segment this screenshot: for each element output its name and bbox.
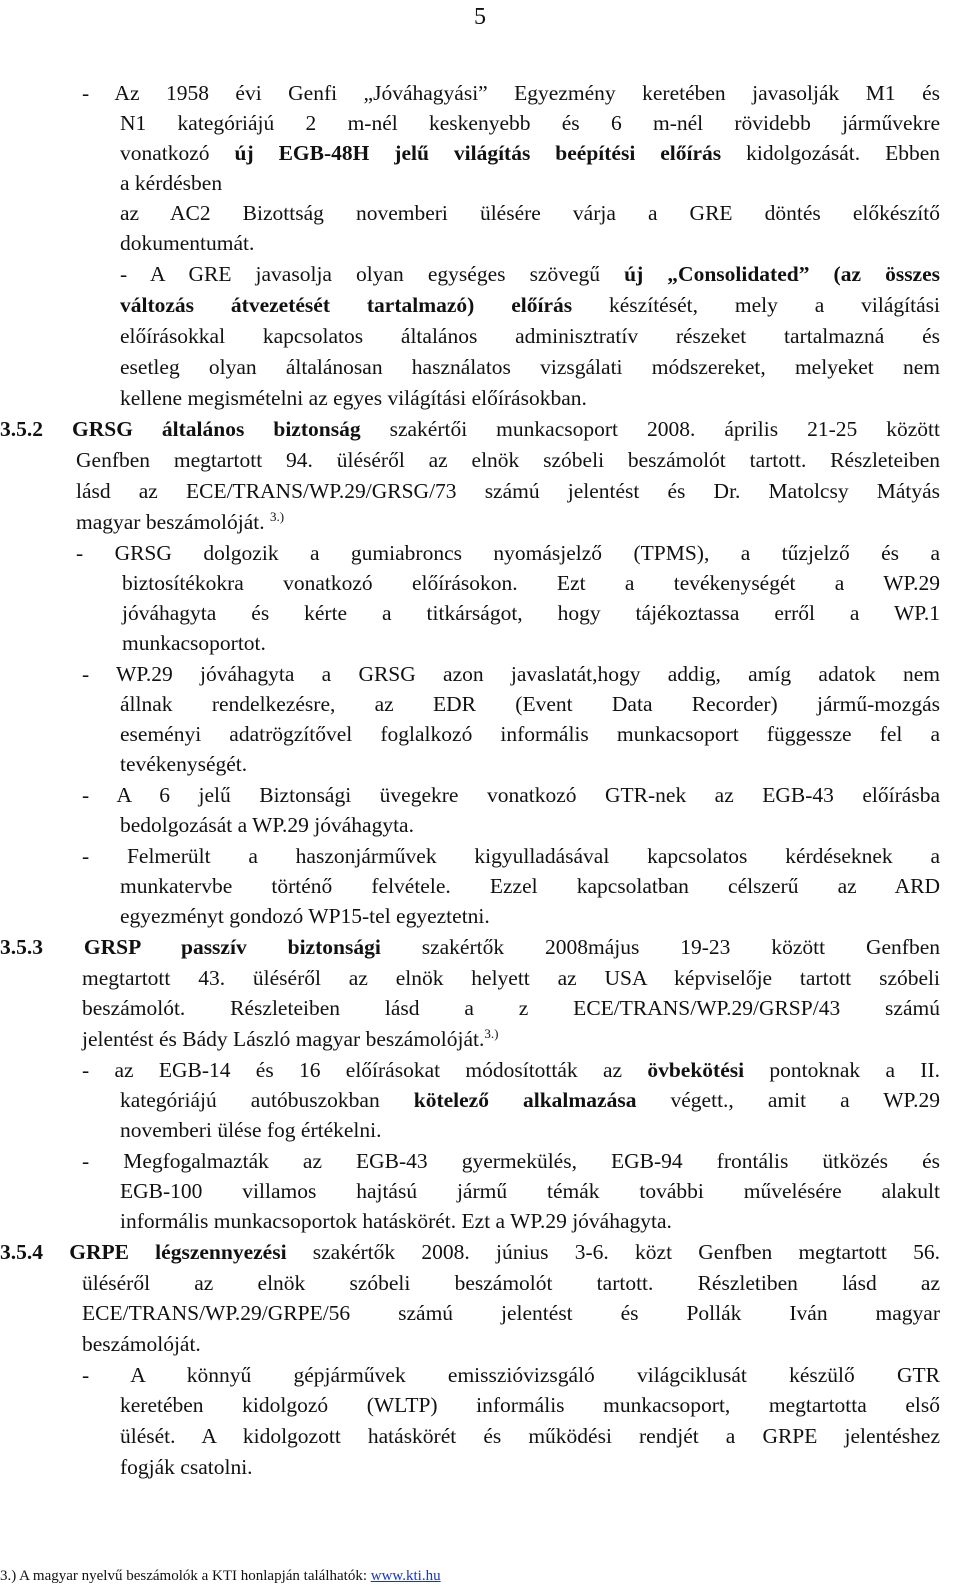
text-span: dokumentumát. <box>120 231 255 255</box>
text-line <box>120 198 940 228</box>
text-span: beszámolóját. <box>82 1332 201 1356</box>
text-line <box>120 1206 940 1236</box>
text-span <box>43 935 84 959</box>
text-span: az AC2 Bizottság novemberi ülésére várja a GRE döntés előkészítő <box>120 201 940 225</box>
text-span: bedolgozását a WP.29 jóváhagyta. <box>120 813 414 837</box>
text-line <box>76 538 940 568</box>
text-span: esetleg olyan általánosan használatos vizsgálati módszereket, melyeket nem <box>120 355 940 379</box>
footnote-link[interactable]: www.kti.hu <box>370 1568 441 1584</box>
footnote <box>0 1566 441 1586</box>
text-span: - WP.29 jóváhagyta a GRSG azon javaslatát,hogy addig, amíg adatok nem <box>82 662 940 686</box>
text-span: eseményi adatrögzítővel foglalkozó informális munkacsoport függessze fel a <box>120 722 940 746</box>
text-line <box>82 963 940 993</box>
text-line <box>120 719 940 749</box>
text-span: - A GRE javasolja olyan egységes szövegű <box>120 262 625 286</box>
text-line <box>120 290 940 320</box>
bold-text: kötelező alkalmazása <box>413 1088 637 1112</box>
text-line <box>120 228 940 258</box>
text-line <box>76 445 940 475</box>
text-span: keretében kidolgozó (WLTP) informális munkacsoport, megtartotta első <box>120 1393 940 1417</box>
text-span: biztosítékokra vonatkozó előírásokon. Ezt a tevékenységét a WP.29 <box>122 571 940 595</box>
text-line <box>82 659 940 689</box>
bold-text: 3.5.2 <box>0 417 43 441</box>
bold-text: övbekötési <box>647 1058 745 1082</box>
bold-text: GRSG általános biztonság <box>72 417 361 441</box>
text-span: jóváhagyta és kérte a titkárságot, hogy tájékoztassa erről a WP.1 <box>122 601 940 625</box>
text-span: lásd az ECE/TRANS/WP.29/GRSG/73 számú jelentést és Dr. Matolcsy Mátyás <box>76 479 940 503</box>
text-span: - GRSG dolgozik a gumiabroncs nyomásjelző (TPMS), a tűzjelző és a <box>76 541 940 565</box>
text-span: pontoknak a II. <box>744 1058 940 1082</box>
text-span: állnak rendelkezésre, az EDR (Event Data Recorder) jármű-mozgás <box>120 692 940 716</box>
text-line <box>120 352 940 382</box>
text-line <box>0 932 940 962</box>
text-line <box>122 598 940 628</box>
text-line <box>120 689 940 719</box>
text-line <box>120 321 940 351</box>
text-span: szakértők 2008. június 3-6. közt Genfben megtartott 56. <box>286 1240 940 1264</box>
text-span: - az EGB-14 és 16 előírásokat módosították az <box>82 1058 648 1082</box>
text-span: kellene megismételni az egyes világítási előírásokban. <box>120 386 587 410</box>
text-line <box>120 1390 940 1420</box>
text-span: üléséről az elnök szóbeli beszámolót tartott. Részletiben lásd az <box>82 1271 940 1295</box>
text-span: magyar beszámolóját. <box>76 510 271 534</box>
text-line <box>120 810 940 840</box>
text-line <box>82 1268 940 1298</box>
text-span: Genfben megtartott 94. üléséről az elnök szóbeli beszámolót tartott. Részleteiben <box>76 448 940 472</box>
text-span: - A 6 jelű Biztonsági üvegekre vonatkozó GTR-nek az EGB-43 előírásba <box>82 783 940 807</box>
text-line <box>0 1237 940 1267</box>
bold-text: új „Consolidated” (az összes <box>624 262 941 286</box>
text-span: készítését, mely a világítási <box>572 293 940 317</box>
text-line <box>120 383 940 413</box>
text-span: beszámolót. Részleteiben lásd a z ECE/TRANS/WP.29/GRSP/43 számú <box>82 996 940 1020</box>
text-span <box>43 417 72 441</box>
text-span: fogják csatolni. <box>120 1455 253 1479</box>
text-line <box>82 78 940 108</box>
text-span: egyezményt gondozó WP15-tel egyeztetni. <box>120 904 490 928</box>
text-span: N1 kategóriájú 2 m-nél keskenyebb és 6 m-nél rövidebb járművekre <box>120 111 940 135</box>
bold-text: 3.5.4 <box>0 1240 43 1264</box>
text-line <box>120 1176 940 1206</box>
text-span: előírásokkal kapcsolatos általános adminisztratív részeket tartalmazná és <box>120 324 940 348</box>
bold-text: változás átvezetését tartalmazó) előírás <box>120 293 573 317</box>
text-line <box>120 1452 940 1482</box>
text-span: EGB-100 villamos hajtású jármű témák további művelésére alakult <box>120 1179 940 1203</box>
text-line <box>82 841 940 871</box>
text-line <box>82 993 940 1023</box>
text-span: - A könnyű gépjárművek emisszióvizsgáló világciklusát készülő GTR <box>82 1363 940 1387</box>
text-line <box>82 1024 940 1054</box>
bold-text: 3.5.3 <box>0 935 43 959</box>
text-line <box>120 259 940 289</box>
text-span: végett., amit a WP.29 <box>636 1088 940 1112</box>
text-span: kidolgozását. Ebben <box>721 141 941 165</box>
text-span: szakértők 2008május 19-23 között Genfben <box>380 935 941 959</box>
text-span: - Megfogalmazták az EGB-43 gyermekülés, EGB-94 frontális ütközés és <box>82 1149 940 1173</box>
text-span: munkatervbe történő felvétele. Ezzel kapcsolatban célszerű az ARD <box>120 874 940 898</box>
text-span: a kérdésben <box>120 171 223 195</box>
text-line <box>120 1085 940 1115</box>
text-line <box>120 871 940 901</box>
text-span: ülését. A kidolgozott hatáskörét és működési rendjét a GRPE jelentéshez <box>120 1424 940 1448</box>
text-line <box>76 476 940 506</box>
text-line <box>120 749 940 779</box>
bold-text: GRPE légszennyezési <box>69 1240 287 1264</box>
text-line <box>82 780 940 810</box>
text-span: jelentést és Bády László magyar beszámolóját. <box>82 1027 485 1051</box>
text-span: - Az 1958 évi Genfi „Jóváhagyási” Egyezmény keretében javasolják M1 és <box>82 81 940 105</box>
page-number: 5 <box>474 4 486 30</box>
text-span: novemberi ülése fog értékelni. <box>120 1118 382 1142</box>
bold-text: GRSP passzív biztonsági <box>83 935 381 959</box>
text-line <box>120 1115 940 1145</box>
text-span: munkacsoportot. <box>122 631 266 655</box>
text-line <box>82 1146 940 1176</box>
text-line <box>120 108 940 138</box>
text-line <box>120 1421 940 1451</box>
footnote-text: 3.) A magyar nyelvű beszámolók a KTI honlapján találhatók: <box>0 1568 371 1584</box>
text-line <box>122 628 940 658</box>
text-span: szakértői munkacsoport 2008. április 21-25 között <box>360 417 940 441</box>
text-span: ECE/TRANS/WP.29/GRPE/56 számú jelentést és Pollák Iván magyar <box>82 1301 940 1325</box>
text-span: megtartott 43. üléséről az elnök helyett az USA képviselője tartott szóbeli <box>82 966 940 990</box>
text-line <box>82 1360 940 1390</box>
text-line <box>120 168 940 198</box>
text-span: vonatkozó <box>120 141 235 165</box>
text-line <box>122 568 940 598</box>
text-span: tevékenységét. <box>120 752 248 776</box>
text-line <box>0 414 940 444</box>
text-line <box>76 507 940 537</box>
text-span <box>43 1240 69 1264</box>
text-line <box>120 138 940 168</box>
text-span: kategóriájú autóbuszokban <box>120 1088 414 1112</box>
text-span: - Felmerült a haszonjárművek kigyulladásával kapcsolatos kérdéseknek a <box>82 844 940 868</box>
bold-text: új EGB-48H jelű világítás beépítési előírás <box>234 141 722 165</box>
footnote-marker: 3.) <box>270 509 285 524</box>
text-line <box>82 1298 940 1328</box>
text-line <box>82 1329 940 1359</box>
text-span: informális munkacsoportok hatáskörét. Ezt a WP.29 jóváhagyta. <box>120 1209 672 1233</box>
text-line <box>82 1055 940 1085</box>
text-line <box>120 901 940 931</box>
footnote-marker: 3.) <box>484 1026 499 1041</box>
